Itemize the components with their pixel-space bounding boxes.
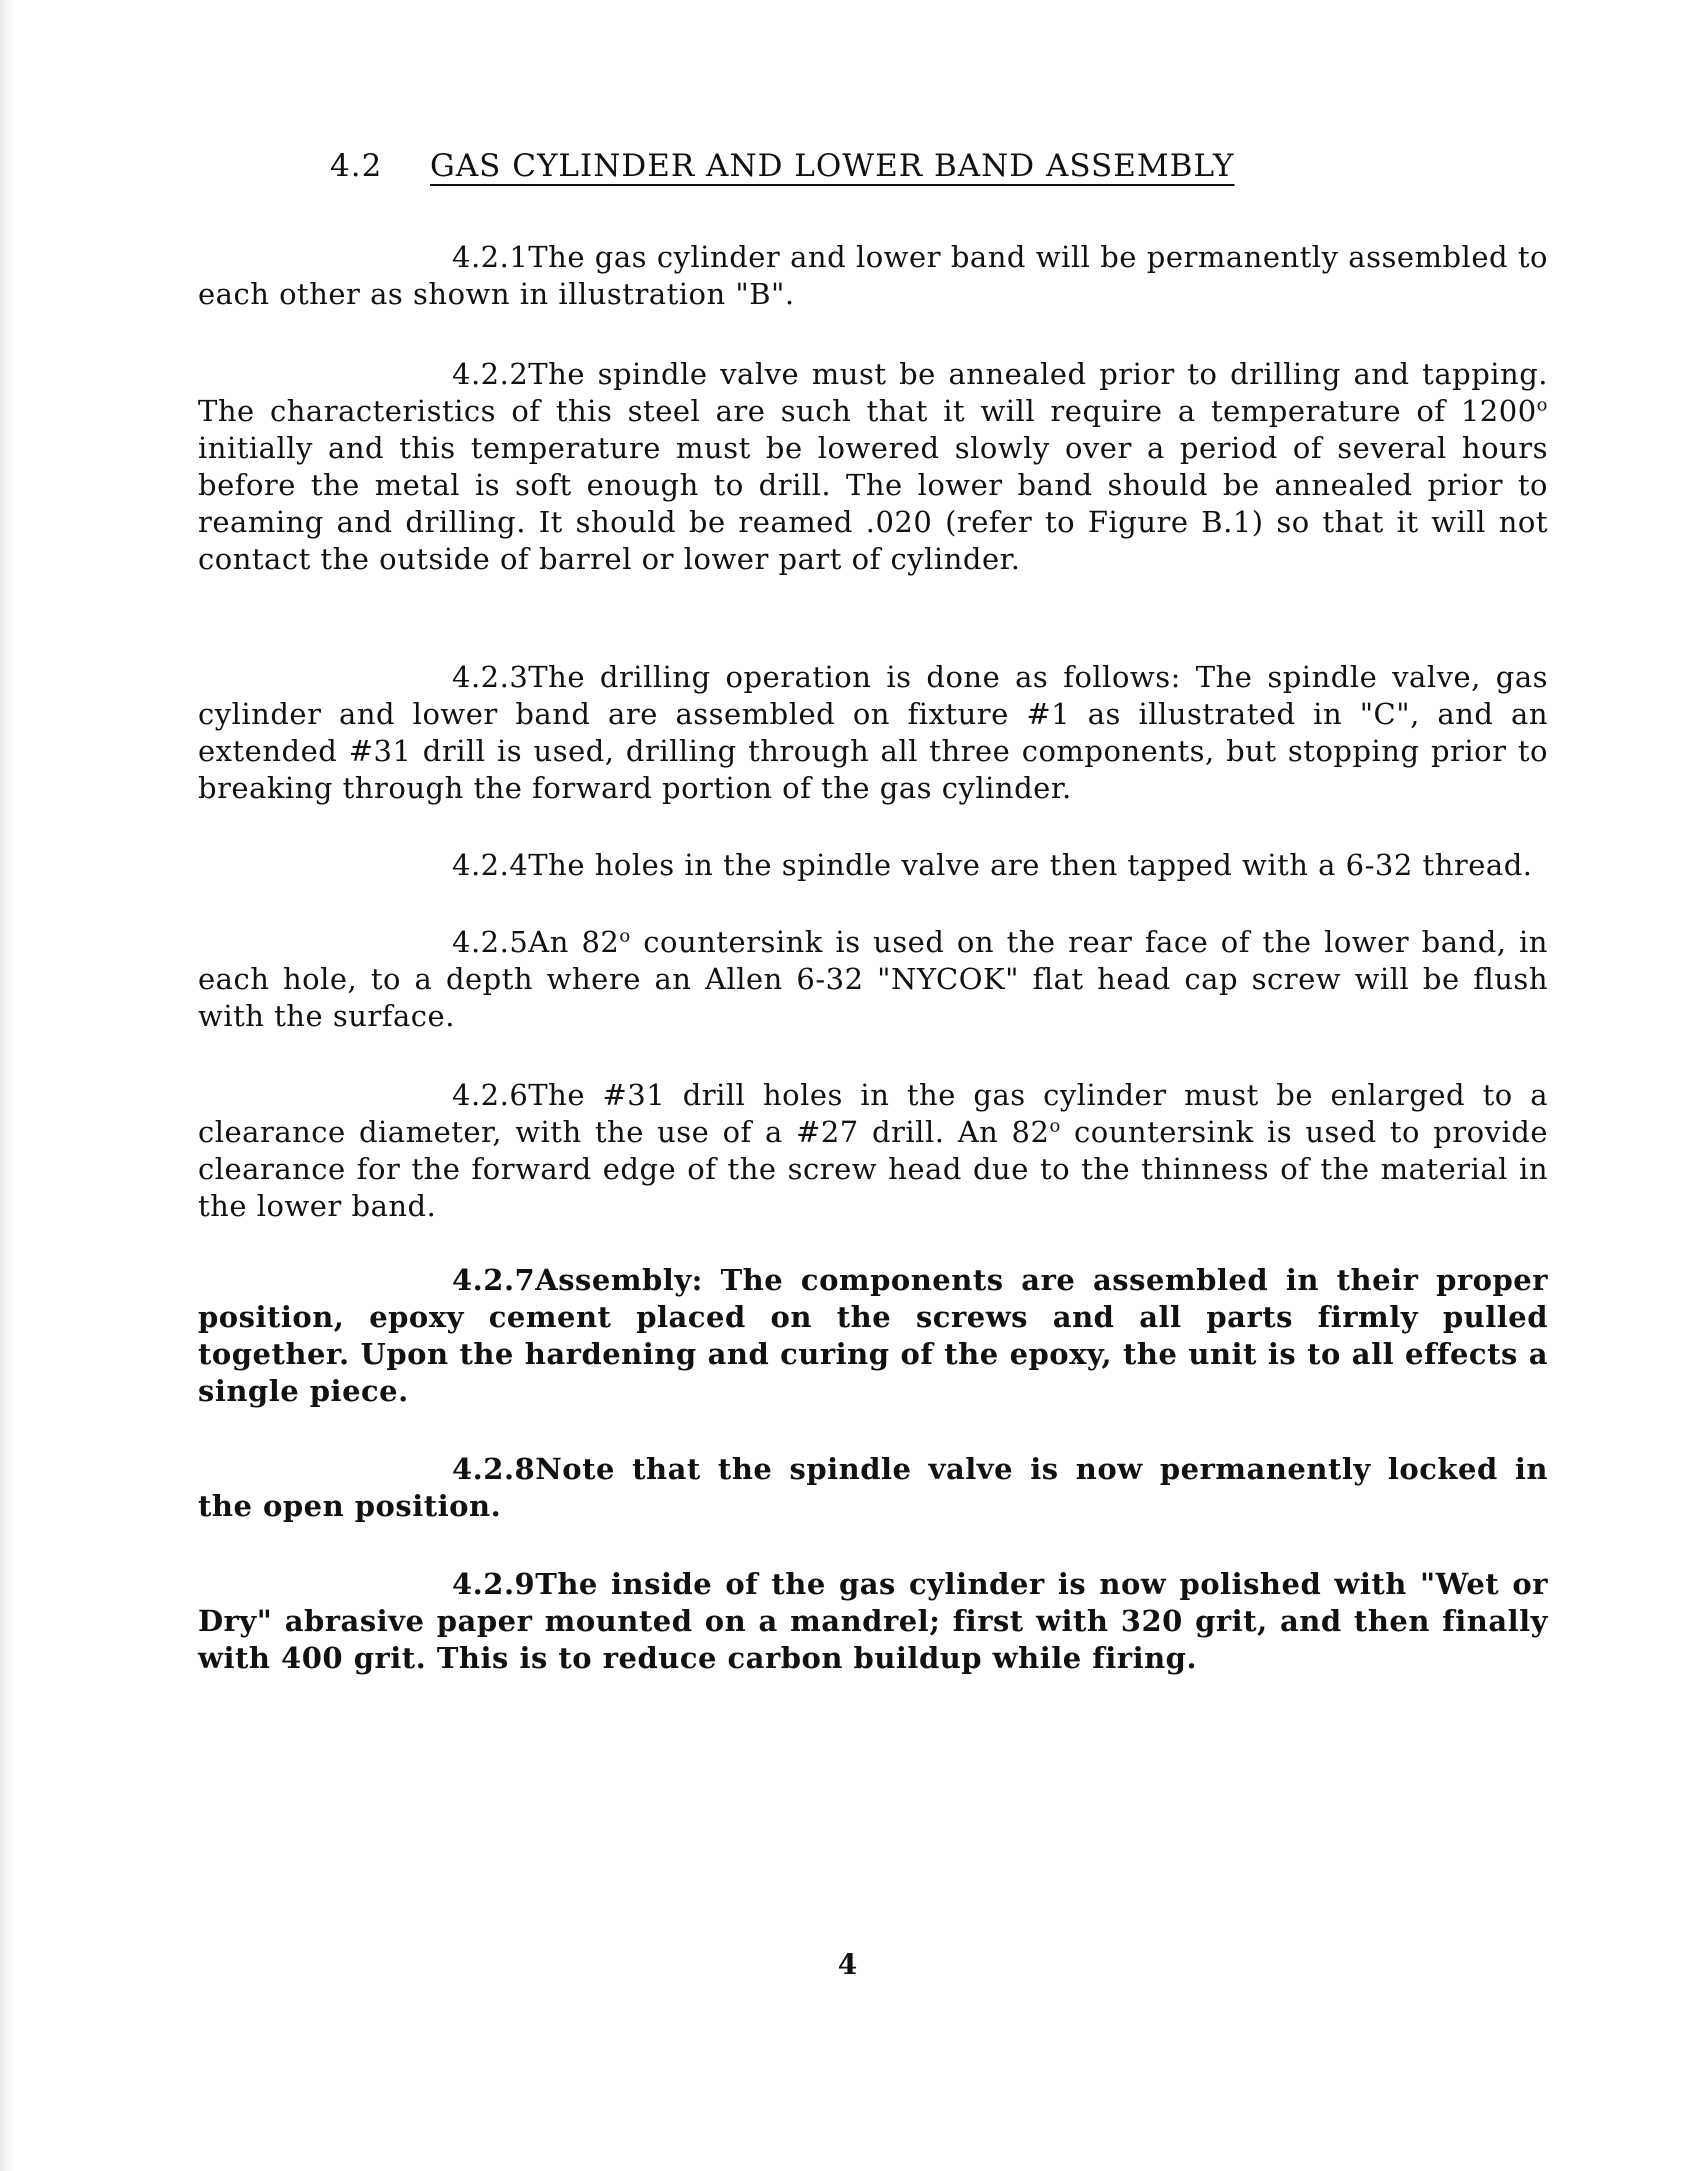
section-title: GAS CYLINDER AND LOWER BAND ASSEMBLY	[430, 148, 1235, 184]
paragraph-number: 4.2.9	[452, 1567, 536, 1601]
paragraph-number: 4.2.7	[452, 1263, 536, 1297]
paragraph-number: 4.2.5	[452, 925, 529, 959]
paragraph-text-part-b: countersink is used on the rear face of the lower band, in each hole, to a depth where an Allen 6-32 "NYCOK" flat head cap screw will be flush with the surface.	[198, 925, 1548, 1033]
paragraph-text: The inside of the gas cylinder is now polished with "Wet or Dry" abrasive paper mounted on a mandrel; first with 320 grit, and then finally with 400 grit. This is to reduce carbon buildup while firing.	[198, 1567, 1548, 1675]
paragraph-4-2-2	[198, 356, 1548, 578]
degree-superscript: o	[1536, 394, 1548, 416]
paragraph-number: 4.2.1	[452, 240, 529, 274]
paragraph-4-2-5	[198, 924, 1548, 1035]
section-number: 4.2	[330, 148, 383, 184]
paragraph-text-part-b: initially and this temperature must be lowered slowly over a period of several hours before the metal is soft enough to drill. The lower band should be annealed prior to reaming and drilling. It should be reamed .020 (refer to Figure B.1) so that it will not contact the outside of barrel or lower part of cylinder.	[198, 431, 1548, 576]
paragraph-text-part-a: The #31 drill holes in the gas cylinder must be enlarged to a clearance diameter, with the use of a #27 drill. An 82	[198, 1078, 1548, 1149]
paragraph-4-2-4	[198, 847, 1548, 884]
paragraph-text: Note that the spindle valve is now permanently locked in the open position.	[198, 1452, 1548, 1523]
paragraph-text-part-a: The spindle valve must be annealed prior to drilling and tapping. The characteristics of this steel are such that it will require a temperature of 1200	[198, 357, 1548, 428]
paragraph-number: 4.2.2	[452, 357, 529, 391]
paragraph-4-2-7	[198, 1262, 1548, 1410]
paragraph-number: 4.2.4	[452, 848, 529, 882]
paragraph-4-2-3	[198, 659, 1548, 807]
paragraph-4-2-1	[198, 239, 1548, 313]
paragraph-text-part-a: An 82	[528, 925, 620, 959]
paragraph-text-part-b: countersink is used to provide clearance for the forward edge of the screw head due to the thinness of the material in the lower band.	[198, 1115, 1549, 1223]
paragraph-text: Assembly: The components are assembled in their proper position, epoxy cement placed on the screws and all parts firmly pulled together. Upon the hardening and curing of the epoxy, the unit is to all effects a single piece.	[198, 1263, 1548, 1408]
paragraph-number: 4.2.6	[452, 1078, 529, 1112]
paragraph-text: The holes in the spindle valve are then tapped with a 6-32 thread.	[528, 848, 1533, 882]
page-number: 4	[837, 1948, 858, 1981]
degree-superscript: o	[619, 925, 631, 947]
paragraph-text: The drilling operation is done as follows: The spindle valve, gas cylinder and lower band are assembled on fixture #1 as illustrated in "C", and an extended #31 drill is used, drilling through all three components, but stopping prior to breaking through the forward portion of the gas cylinder.	[198, 660, 1548, 805]
scan-edge-shadow	[0, 0, 14, 2171]
paragraph-text: The gas cylinder and lower band will be permanently assembled to each other as shown in illustration "B".	[198, 240, 1548, 311]
section-heading	[330, 148, 1235, 184]
paragraph-number: 4.2.8	[452, 1452, 536, 1486]
paragraph-number: 4.2.3	[452, 660, 529, 694]
paragraph-4-2-8	[198, 1451, 1548, 1525]
paragraph-4-2-9	[198, 1566, 1548, 1677]
paragraph-4-2-6	[198, 1077, 1548, 1225]
degree-superscript: o	[1049, 1115, 1061, 1137]
